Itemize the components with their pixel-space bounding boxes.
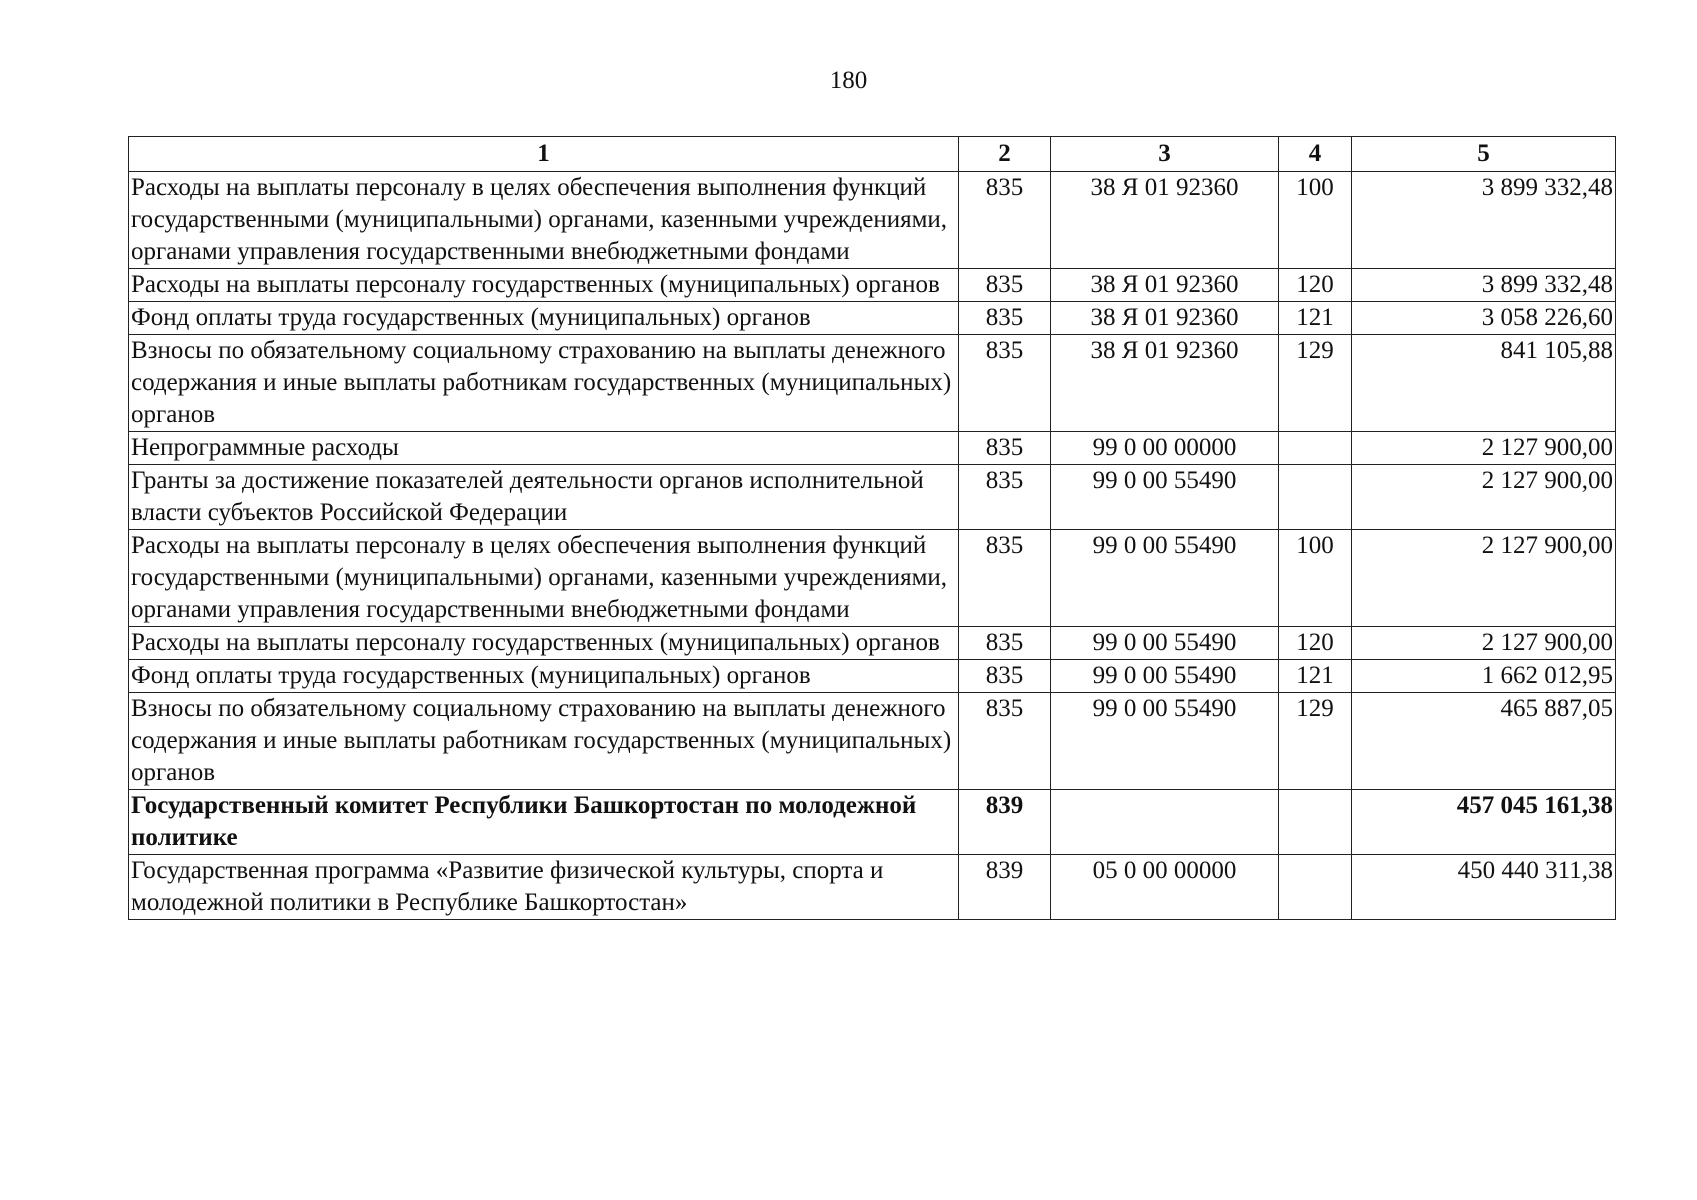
cell-name: Расходы на выплаты персоналу государственных (муниципальных) органов bbox=[129, 269, 959, 302]
table-row bbox=[129, 302, 1616, 335]
cell-target-article: 99 0 00 55490 bbox=[1051, 530, 1279, 627]
cell-amount: 2 127 900,00 bbox=[1352, 465, 1616, 530]
cell-name: Взносы по обязательному социальному страхованию на выплаты денежного содержания и иные выплаты работникам государственных (муниципальных) органов bbox=[129, 335, 959, 432]
cell-ministry-code: 835 bbox=[959, 627, 1051, 660]
cell-target-article: 05 0 00 00000 bbox=[1051, 855, 1279, 920]
table-row bbox=[129, 465, 1616, 530]
cell-target-article: 38 Я 01 92360 bbox=[1051, 269, 1279, 302]
cell-expense-type: 120 bbox=[1279, 269, 1352, 302]
cell-ministry-code: 835 bbox=[959, 465, 1051, 530]
cell-expense-type bbox=[1279, 465, 1352, 530]
header-col-4: 4 bbox=[1279, 137, 1352, 172]
cell-ministry-code: 835 bbox=[959, 660, 1051, 693]
header-row bbox=[129, 137, 1616, 172]
header-col-2: 2 bbox=[959, 137, 1051, 172]
cell-ministry-code: 839 bbox=[959, 855, 1051, 920]
cell-name: Фонд оплаты труда государственных (муниципальных) органов bbox=[129, 302, 959, 335]
cell-ministry-code: 835 bbox=[959, 530, 1051, 627]
cell-target-article: 99 0 00 00000 bbox=[1051, 432, 1279, 465]
table-row bbox=[129, 530, 1616, 627]
table-body bbox=[129, 172, 1616, 920]
cell-target-article: 38 Я 01 92360 bbox=[1051, 172, 1279, 269]
cell-ministry-code: 835 bbox=[959, 269, 1051, 302]
table-row bbox=[129, 627, 1616, 660]
cell-ministry-code: 839 bbox=[959, 790, 1051, 855]
cell-ministry-code: 835 bbox=[959, 693, 1051, 790]
table-row bbox=[129, 660, 1616, 693]
cell-amount: 457 045 161,38 bbox=[1352, 790, 1616, 855]
budget-table bbox=[128, 136, 1616, 920]
cell-amount: 1 662 012,95 bbox=[1352, 660, 1616, 693]
cell-target-article: 99 0 00 55490 bbox=[1051, 693, 1279, 790]
header-col-1: 1 bbox=[129, 137, 959, 172]
cell-ministry-code: 835 bbox=[959, 432, 1051, 465]
cell-expense-type bbox=[1279, 432, 1352, 465]
cell-expense-type: 129 bbox=[1279, 693, 1352, 790]
cell-target-article: 38 Я 01 92360 bbox=[1051, 335, 1279, 432]
cell-name: Расходы на выплаты персоналу в целях обеспечения выполнения функций государственными (муниципальными) органами, казенными учреждениями, органами управления государственными внебюджетными фондами bbox=[129, 172, 959, 269]
cell-expense-type: 120 bbox=[1279, 627, 1352, 660]
header-col-5: 5 bbox=[1352, 137, 1616, 172]
table-row bbox=[129, 172, 1616, 269]
table-row bbox=[129, 790, 1616, 855]
cell-amount: 2 127 900,00 bbox=[1352, 432, 1616, 465]
page-number: 180 bbox=[829, 67, 868, 94]
cell-target-article: 99 0 00 55490 bbox=[1051, 627, 1279, 660]
cell-amount: 2 127 900,00 bbox=[1352, 627, 1616, 660]
cell-expense-type bbox=[1279, 855, 1352, 920]
cell-expense-type: 100 bbox=[1279, 172, 1352, 269]
header-col-3: 3 bbox=[1051, 137, 1279, 172]
table-row bbox=[129, 693, 1616, 790]
cell-name: Гранты за достижение показателей деятельности органов исполнительной власти субъектов Российской Федерации bbox=[129, 465, 959, 530]
cell-expense-type: 121 bbox=[1279, 660, 1352, 693]
cell-target-article bbox=[1051, 790, 1279, 855]
cell-amount: 465 887,05 bbox=[1352, 693, 1616, 790]
cell-name: Расходы на выплаты персоналу в целях обеспечения выполнения функций государственными (муниципальными) органами, казенными учреждениями, органами управления государственными внебюджетными фондами bbox=[129, 530, 959, 627]
table-row bbox=[129, 432, 1616, 465]
cell-target-article: 38 Я 01 92360 bbox=[1051, 302, 1279, 335]
cell-amount: 3 899 332,48 bbox=[1352, 269, 1616, 302]
cell-name: Государственный комитет Республики Башкортостан по молодежной политике bbox=[129, 790, 959, 855]
cell-expense-type: 100 bbox=[1279, 530, 1352, 627]
cell-amount: 3 058 226,60 bbox=[1352, 302, 1616, 335]
cell-ministry-code: 835 bbox=[959, 302, 1051, 335]
cell-amount: 2 127 900,00 bbox=[1352, 530, 1616, 627]
cell-name: Государственная программа «Развитие физической культуры, спорта и молодежной политики в Республике Башкортостан» bbox=[129, 855, 959, 920]
cell-name: Фонд оплаты труда государственных (муниципальных) органов bbox=[129, 660, 959, 693]
cell-target-article: 99 0 00 55490 bbox=[1051, 660, 1279, 693]
cell-name: Расходы на выплаты персоналу государственных (муниципальных) органов bbox=[129, 627, 959, 660]
cell-name: Непрограммные расходы bbox=[129, 432, 959, 465]
cell-expense-type: 129 bbox=[1279, 335, 1352, 432]
cell-amount: 841 105,88 bbox=[1352, 335, 1616, 432]
cell-ministry-code: 835 bbox=[959, 172, 1051, 269]
cell-name: Взносы по обязательному социальному страхованию на выплаты денежного содержания и иные выплаты работникам государственных (муниципальных) органов bbox=[129, 693, 959, 790]
table-row bbox=[129, 269, 1616, 302]
table-row bbox=[129, 335, 1616, 432]
table-header bbox=[129, 137, 1616, 172]
cell-ministry-code: 835 bbox=[959, 335, 1051, 432]
cell-expense-type bbox=[1279, 790, 1352, 855]
table-row bbox=[129, 855, 1616, 920]
cell-expense-type: 121 bbox=[1279, 302, 1352, 335]
cell-target-article: 99 0 00 55490 bbox=[1051, 465, 1279, 530]
cell-amount: 3 899 332,48 bbox=[1352, 172, 1616, 269]
cell-amount: 450 440 311,38 bbox=[1352, 855, 1616, 920]
